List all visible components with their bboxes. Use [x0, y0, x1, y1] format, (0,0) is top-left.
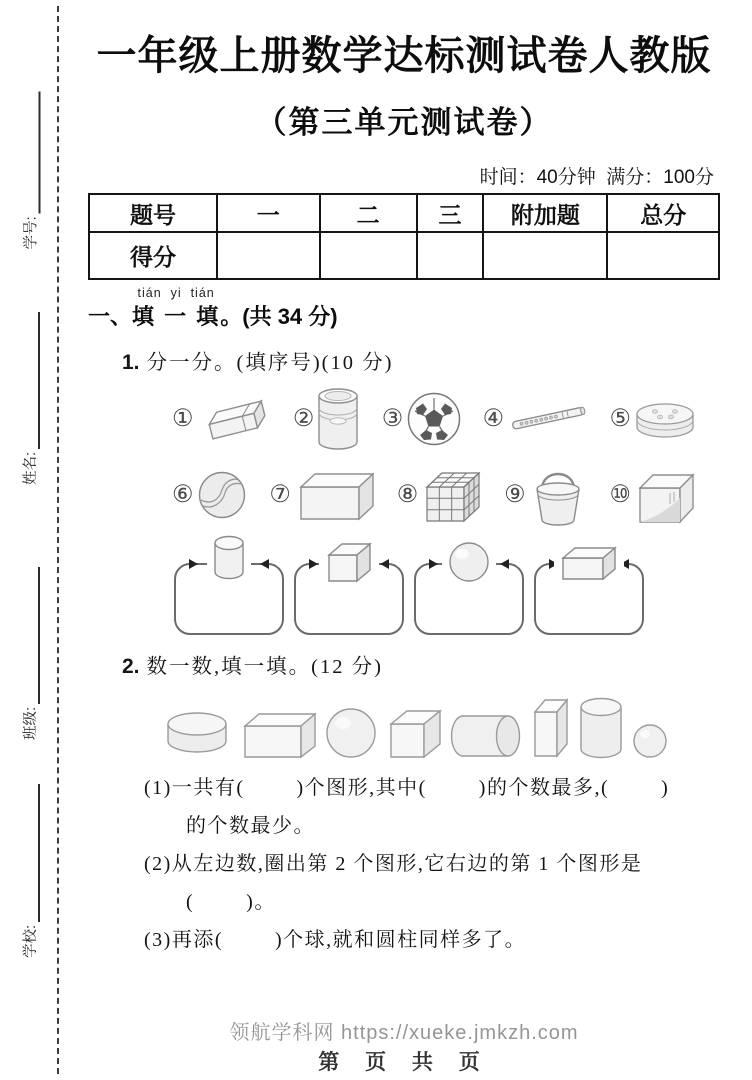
q1-item-3	[382, 391, 463, 447]
sphere-icon	[442, 541, 496, 583]
sub-question-3-line-1: (3)再添( )个球,就和圆柱同样多了。	[144, 929, 527, 951]
fold-dashed-line	[57, 6, 59, 1074]
arrow-right-icon	[429, 559, 438, 569]
cube-icon	[386, 707, 442, 759]
circled-number-8: ⑧	[396, 482, 419, 508]
sub-question-2-line-2: ( )。	[186, 891, 276, 913]
section-one-points: 。(共 34 分)	[220, 304, 338, 329]
question-2-number: 2.	[122, 655, 140, 678]
cylinder-icon	[207, 535, 251, 581]
section-one-prefix: 一、	[88, 304, 133, 329]
class-write-line	[25, 567, 40, 704]
page-title: 一年级上册数学达标测试卷人教版	[96, 34, 712, 78]
name-write-line	[25, 312, 40, 449]
answer-box-sphere	[414, 563, 524, 635]
name-label: 姓名:	[23, 451, 39, 485]
watermark-text: 领航学科网 https://xueke.jmkzh.com	[229, 1022, 579, 1044]
q1-item-8	[397, 466, 482, 524]
margin-label-class	[18, 560, 40, 740]
cube-icon	[319, 540, 379, 584]
score-header-extra: 附加题	[483, 194, 607, 232]
small-sphere-icon	[632, 723, 668, 759]
score-cell-3	[417, 232, 484, 279]
soccer-ball-icon	[406, 391, 462, 447]
tennis-ball-icon	[197, 470, 247, 520]
page-number-label: 第 页 共 页	[318, 1051, 490, 1074]
bucket-icon	[529, 463, 587, 527]
lying-cylinder-icon	[450, 713, 522, 759]
circled-number-6: ⑥	[172, 482, 194, 508]
score-cell-1	[217, 232, 320, 279]
arrow-left-icon	[260, 559, 269, 569]
q1-items-row-2	[172, 463, 696, 527]
score-header-question: 题号	[89, 194, 217, 232]
score-header-3: 三	[417, 194, 484, 232]
circled-number-4: ④	[482, 406, 505, 432]
score-header-total: 总分	[607, 194, 719, 232]
circled-number-10: ⑩	[609, 482, 631, 508]
arrow-right-icon	[309, 559, 318, 569]
section-one-title-with-pinyin	[132, 286, 220, 331]
answer-box-cuboid	[534, 563, 644, 635]
margin-label-name	[18, 305, 40, 485]
sub-question-2-line-1: (2)从左边数,圈出第 2 个图形,它右边的第 1 个图形是	[144, 853, 643, 875]
q1-item-1	[172, 394, 273, 444]
score-table-header-row	[89, 194, 719, 232]
box-cuboid-icon	[294, 468, 374, 522]
flute-icon	[507, 399, 589, 439]
flat-cylinder-icon	[166, 711, 230, 759]
q1-answer-boxes	[174, 563, 720, 635]
paper-content	[88, 0, 720, 959]
circled-number-3: ③	[381, 406, 404, 432]
student-id-label: 学号:	[23, 216, 40, 250]
circled-number-2: ②	[292, 406, 315, 432]
circled-number-7: ⑦	[269, 482, 291, 508]
q2-sub-questions	[144, 769, 720, 959]
question-1-line	[122, 345, 720, 375]
page-footer	[88, 1016, 720, 1076]
tall-cylinder-icon	[579, 697, 623, 759]
sphere-icon	[325, 707, 377, 759]
q1-item-7	[269, 468, 374, 522]
score-cell-total	[607, 232, 719, 279]
arrow-left-icon	[500, 559, 509, 569]
sub-question-1-line-1: (1)一共有( )个图形,其中( )的个数最多,( )	[144, 777, 670, 799]
question-2-text: 数一数,填一填。(12 分)	[146, 656, 383, 678]
exam-time-score-info: 时间：40分钟 满分：100分	[479, 167, 714, 188]
pinyin-annotation: tián yi tián	[137, 286, 215, 300]
score-header-2: 二	[320, 194, 417, 232]
student-id-write-line	[26, 91, 41, 213]
carton-cube-icon	[634, 466, 696, 524]
question-2-line	[122, 649, 720, 679]
round-cake-icon	[634, 398, 696, 440]
q1-item-6	[172, 470, 247, 520]
magic-cube-icon	[421, 466, 481, 524]
sub-question-1-line-2: 的个数最少。	[186, 815, 315, 837]
score-table-score-row	[89, 232, 719, 279]
score-header-1: 一	[217, 194, 320, 232]
can-cylinder-icon	[317, 387, 361, 451]
question-1-number: 1.	[122, 351, 140, 374]
school-label: 学校:	[23, 924, 39, 958]
cuboid-icon	[554, 545, 624, 581]
answer-box-cylinder	[174, 563, 284, 635]
score-cell-extra	[483, 232, 607, 279]
q1-item-10	[609, 466, 696, 524]
question-1-text: 分一分。(填序号)(10 分)	[146, 352, 394, 374]
tall-cuboid-icon	[531, 695, 571, 759]
circled-number-1: ①	[172, 406, 194, 432]
q2-shapes-row	[166, 695, 668, 759]
q1-item-9	[504, 463, 587, 527]
q1-item-5	[609, 398, 696, 440]
arrow-right-icon	[189, 559, 198, 569]
margin-label-student-id	[19, 85, 41, 250]
cuboid-icon	[239, 709, 317, 759]
margin-label-school	[18, 774, 40, 958]
section-one-title: 填 一 填	[132, 304, 221, 329]
circled-number-5: ⑤	[609, 406, 631, 432]
school-write-line	[25, 784, 40, 922]
q1-item-2	[293, 387, 362, 451]
page-subtitle: （第三单元测试卷）	[255, 105, 553, 140]
eraser-cuboid-icon	[197, 394, 273, 444]
score-cell-2	[320, 232, 417, 279]
circled-number-9: ⑨	[504, 482, 526, 508]
arrow-left-icon	[380, 559, 389, 569]
q1-items-row-1	[172, 387, 696, 451]
score-row-label: 得分	[89, 232, 217, 279]
q1-item-4	[483, 399, 590, 439]
section-one-heading	[88, 286, 720, 331]
answer-box-cube	[294, 563, 404, 635]
class-label: 班级:	[23, 706, 39, 740]
score-table	[88, 193, 720, 280]
